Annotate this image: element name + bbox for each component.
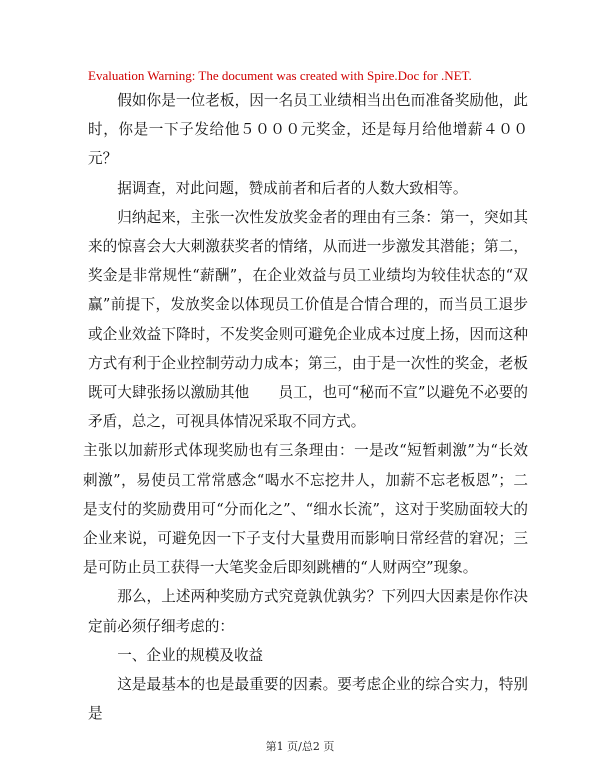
paragraph-raise-reasons: 主张以加薪形式体现奖励也有三条理由：一是改“短暂刺激”为“长效刺激”，易使员工常常感念“喝水不忘挖井人，加薪不忘老板恩”；二是支付的奖励费用可“分而化之”、“细水长流”，这对于奖励面较大的企业来说，可避免因一下子支付大量费用而影响日常经营的窘况；三是可防止员工获得一大笔奖金后即刻跳槽的“人财两空”现象。 bbox=[83, 442, 528, 577]
paragraph-survey: 据调查，对此问题，赞成前者和后者的人数大致相等。 bbox=[117, 179, 468, 197]
paragraph-question: 那么，上述两种奖励方式究竟孰优孰劣？下列四大因素是你作决定前必须仔细考虑的： bbox=[88, 588, 528, 635]
paragraph-scale: 这是最基本的也是最重要的因素。要考虑企业的综合实力，特别是 bbox=[88, 676, 528, 723]
paragraph-intro: 假如你是一位老板，因一名员工业绩相当出色而准备奖励他，此时，你是一下子发给他５０００元奖金，还是每月给他增薪４００元？ bbox=[88, 92, 528, 168]
page-footer: 第1 页/总2 页 bbox=[265, 740, 335, 753]
section-heading: 一、企业的规模及收益 bbox=[117, 646, 264, 664]
document-body bbox=[83, 86, 528, 728]
paragraph-lump-sum-reasons: 归纳起来，主张一次性发放奖金者的理由有三条：第一，突如其来的惊喜会大大刺激获奖者的情绪，从而进一步激发其潜能；第二，奖金是非常规性“薪酬”，在企业效益与员工业绩均为较佳状态的“双赢”前提下，发放奖金以体现员工价值是合情合理的，而当员工退步或企业效益下降时，不发奖金则可避免企业成本过度上扬，因而这种方式有利于企业控制劳动力成本；第三，由于是一次性的奖金，老板既可大肆张扬以激励其他 员工，也可“秘而不宣”以避免不必要的矛盾，总之，可视具体情况采取不同方式。 bbox=[88, 208, 528, 431]
evaluation-warning: Evaluation Warning: The document was created with Spire.Doc for .NET. bbox=[88, 68, 472, 83]
